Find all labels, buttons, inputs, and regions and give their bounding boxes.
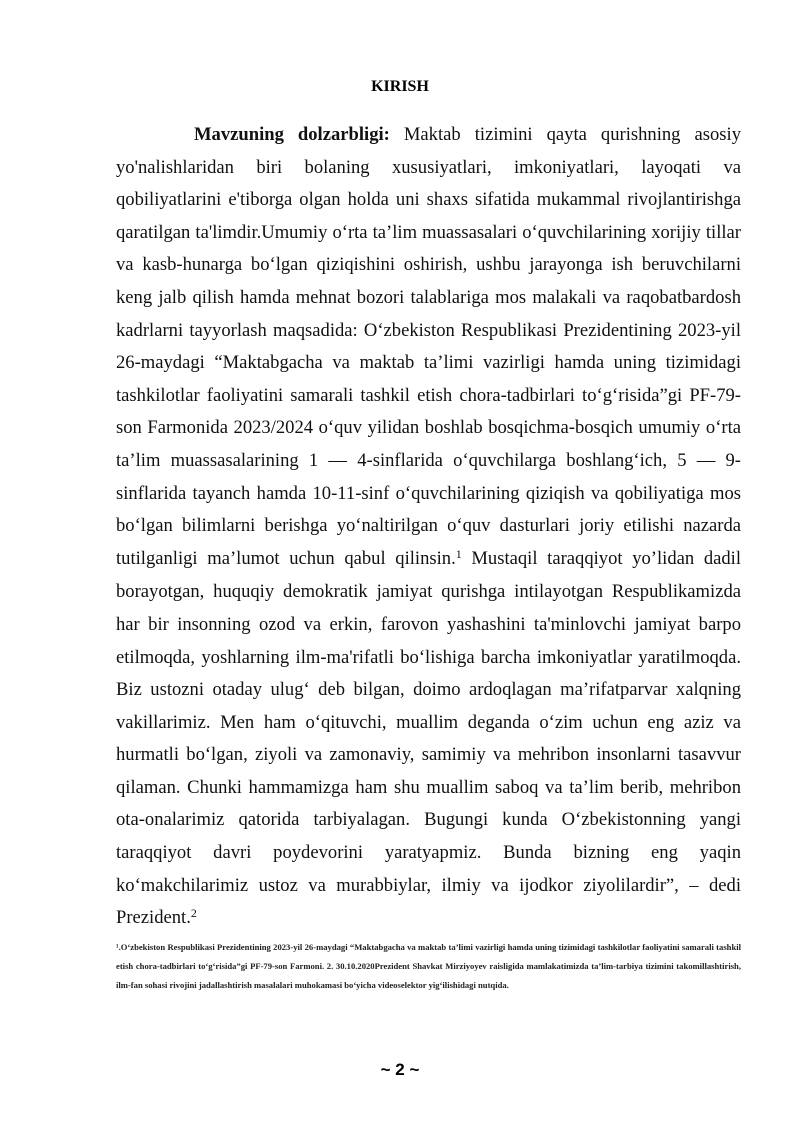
topic-relevance-lead: Mavzuning dolzarbligi: [194, 124, 390, 145]
paragraph-text-part1: Maktab tizimini qayta qurishning asosiy yo'nalishlaridan biri bolaning xususiyatlari, imkoniyatlari, layoqati va qobiliyatlarini e'tiborga olgan holda uni shaxs sifatida mukammal rivojlantirishga qaratilgan ta'limdir.Umumiy o‘rta ta’lim muassasalari o‘quvchilarining xorijiy tillar va kasb-hunarga bo‘lgan qiziqishini oshirish, ushbu jarayonga ish beruvchilarni keng jalb qilish hamda mehnat bozori talablariga mos malakali va raqobatbardosh kadrlarni tayyorlash maqsadida: O‘zbekiston Respublikasi Prezidentining 2023-yil 26-maydagi “Maktabgacha va maktab ta’limi vazirligi hamda uning tizimidagi tashkilotlar faoliyatini samarali tashkil etish chora-tadbirlari to‘g‘risida”gi PF-79-son Farmonida 2023/2024 o‘quv yilidan boshlab bosqichma-bosqich umumiy o‘rta ta’lim muassasalarining 1 — 4-sinflarida o‘quvchilarga boshlang‘ich, 5 — 9-sinflarida tayanch hamda 10-11-sinf o‘quvchilarining qiziqish va qobiliyatiga mos bo‘lgan bilimlarni berishga yo‘naltirilgan o‘quv dasturlari joriy etilishi nazarda tutilganligi ma’lumot uchun qabul qilinsin. [116, 124, 741, 569]
footnote-ref-2[interactable]: 2 [190, 906, 197, 921]
footnote-ref-1[interactable]: 1 [455, 546, 462, 561]
page-number: ~ 2 ~ [380, 1060, 420, 1079]
main-paragraph [116, 119, 741, 936]
footnotes: ¹.O‘zbekiston Respublikasi Prezidentining 2023-yil 26-maydagi “Maktabgacha va maktab ta’limi vazirligi hamda uning tizimidagi tashkilotlar faoliyatini samarali tashkil etish chora-tadbirlari to‘g‘risida”gi PF-79-son Farmoni. 2. 30.10.2020Prezident Shavkat Mirziyoyev raisligida mamlakatimizda ta’lim-tarbiya tizimini takomillashtirish, ilm-fan sohasi rivojini jadallashtirish masalalari muhokamasi bo‘yicha videoselektor yig‘ilishidagi nutqida. [116, 942, 741, 990]
paragraph-text-part2: Mustaqil taraqqiyot yo’lidan dadil borayotgan, huquqiy demokratik jamiyat qurishga intilayotgan Respublikamizda har bir insonning ozod va erkin, farovon yashashini ta'minlovchi jamiyat barpo etilmoqda, yoshlarning ilm-ma'rifatli bo‘lishiga barcha imkoniyatlar yaratilmoqda. Biz ustozni otaday ulug‘ deb bilgan, doimo ardoqlagan ma’rifatparvar xalqning vakillarimiz. Men ham o‘qituvchi, muallim deganda o‘zim uchun eng aziz va hurmatli bo‘lgan, ziyoli va zamonaviy, samimiy va mehribon insonlarni tasavvur qilaman. Chunki hammamizga ham shu muallim saboq va ta’lim berib, mehribon ota-onalarimiz qatorida tarbiyalagan. Bugungi kunda O‘zbekistonning yangi taraqqiyot davri poydevorini yaratyapmiz. Bunda bizning eng yaqin ko‘makchilarimiz ustoz va murabbiylar, ilmiy va ijodkor ziyolilardir”, – dedi Prezident. [116, 547, 742, 929]
page-heading: KIRISH [371, 78, 429, 95]
